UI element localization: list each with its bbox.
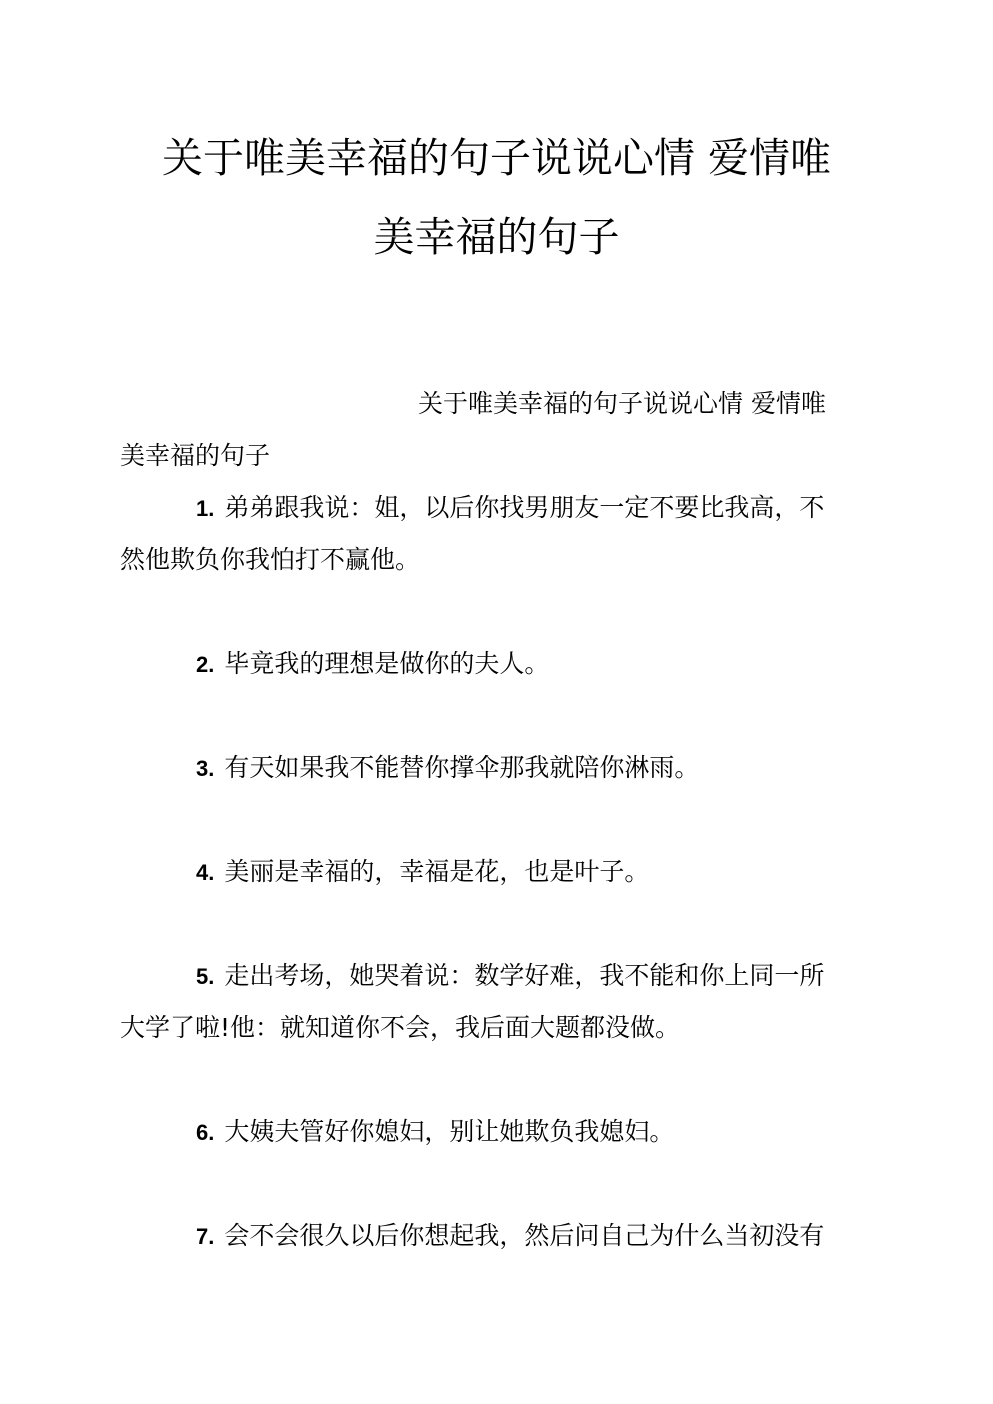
list-item-number: 7. xyxy=(196,1224,215,1249)
list-item xyxy=(196,856,649,889)
document-title-line-1: 关于唯美幸福的句子说说心情 爱情唯 xyxy=(161,134,832,182)
list-item-text: 毕竟我的理想是做你的夫人。 xyxy=(224,649,550,678)
subtitle-line-2: 美幸福的句子 xyxy=(120,441,271,470)
list-item-number: 1. xyxy=(196,496,215,521)
list-item-text: 有天如果我不能替你撑伞那我就陪你淋雨。 xyxy=(224,753,700,782)
list-item xyxy=(196,1220,824,1253)
list-item xyxy=(196,960,824,993)
list-item-text: 会不会很久以后你想起我，然后问自己为什么当初没有 xyxy=(224,1221,825,1250)
list-item-continuation: 然他欺负你我怕打不赢他。 xyxy=(120,545,421,574)
list-item xyxy=(196,492,824,525)
list-item xyxy=(196,752,699,785)
list-item-text: 走出考场，她哭着说：数学好难，我不能和你上同一所 xyxy=(224,961,825,990)
list-item-text: 美丽是幸福的，幸福是花，也是叶子。 xyxy=(224,857,650,886)
list-item xyxy=(196,648,549,681)
list-item-number: 6. xyxy=(196,1120,215,1145)
list-item-number: 3. xyxy=(196,756,215,781)
list-item-number: 5. xyxy=(196,964,215,989)
subtitle-line-1: 关于唯美幸福的句子说说心情 爱情唯 xyxy=(418,389,826,418)
document-title-line-2: 美幸福的句子 xyxy=(373,213,620,261)
list-item-text: 弟弟跟我说：姐，以后你找男朋友一定不要比我高，不 xyxy=(224,493,825,522)
list-item xyxy=(196,1116,674,1149)
list-item-number: 2. xyxy=(196,652,215,677)
list-item-text: 大姨夫管好你媳妇，别让她欺负我媳妇。 xyxy=(224,1117,675,1146)
list-item-number: 4. xyxy=(196,860,215,885)
list-item-continuation: 大学了啦!他：就知道你不会，我后面大题都没做。 xyxy=(120,1013,681,1042)
